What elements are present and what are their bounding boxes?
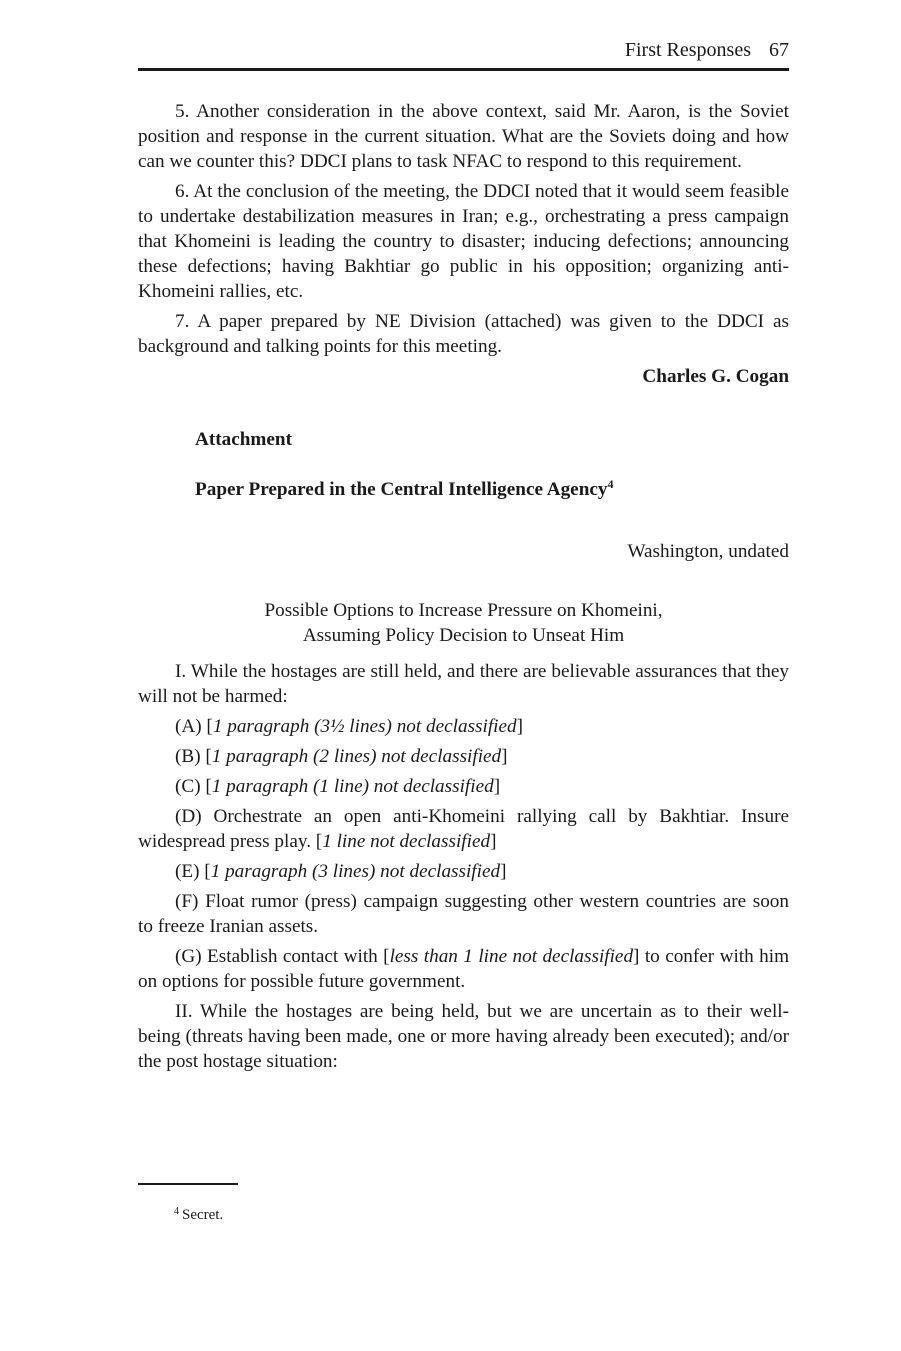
- signature: Charles G. Cogan: [642, 366, 789, 387]
- item-a-label: (A) [: [175, 716, 213, 737]
- footnote: [174, 1205, 223, 1225]
- item-a-redaction: 1 paragraph (3½ lines) not declassified: [212, 716, 517, 737]
- item-g: [138, 944, 789, 994]
- item-d: [138, 804, 789, 854]
- footnote-text: Secret.: [182, 1207, 224, 1223]
- item-b-redaction: 1 paragraph (2 lines) not declassified: [211, 746, 502, 767]
- title-line-1: Possible Options to Increase Pressure on Khomeini,: [264, 600, 663, 621]
- body-text: [138, 99, 789, 1079]
- item-g-after: ] to confer with him on options for possible future government.: [138, 946, 789, 992]
- item-d-text: (D) Orchestrate an open anti-Khomeini rallying call by Bakhtiar. Insure widespread press play. [: [138, 806, 789, 852]
- header-rule: [138, 68, 789, 71]
- paragraph-7: 7. A paper prepared by NE Division (attached) was given to the DDCI as background and talking points for this meeting.: [138, 311, 789, 357]
- footnote-number: 4: [174, 1206, 179, 1217]
- item-g-redaction: less than 1 line not declassified: [389, 946, 634, 967]
- item-a: [138, 714, 789, 739]
- footnote-reference: 4: [607, 477, 614, 491]
- document-title: [138, 598, 789, 648]
- item-d-close: ]: [490, 831, 497, 852]
- paragraph-5: 5. Another consideration in the above context, said Mr. Aaron, is the Soviet position and response in the current situation. What are the Soviets doing and how can we counter this? DDCI plans to task NFAC to respond to this requirement.: [138, 101, 789, 172]
- item-c-label: (C) [: [175, 776, 212, 797]
- item-f: (F) Float rumor (press) campaign suggesting other western countries are soon to freeze Iranian assets.: [138, 891, 789, 937]
- paragraph-6: 6. At the conclusion of the meeting, the DDCI noted that it would seem feasible to undertake destabilization measures in Iran; e.g., orchestrating a press campaign that Khomeini is leading the country to disaster; inducing defections; announcing these defections; having Bakhtiar go public in his opposition; organizing anti-Khomeini rallies, etc.: [138, 181, 789, 302]
- page-number: 67: [769, 39, 789, 61]
- item-a-close: ]: [516, 716, 523, 737]
- item-b-close: ]: [501, 746, 508, 767]
- running-head-title: First Responses: [624, 39, 751, 61]
- item-e-close: ]: [500, 861, 507, 882]
- footnote-rule: [138, 1183, 238, 1185]
- title-line-2: Assuming Policy Decision to Unseat Him: [302, 625, 625, 646]
- paper-heading-text: Paper Prepared in the Central Intelligence Agency: [195, 479, 608, 500]
- item-b: [138, 744, 789, 769]
- attachment-heading: Attachment: [195, 429, 292, 450]
- paper-heading: [138, 477, 789, 502]
- section-one-intro: I. While the hostages are still held, and there are believable assurances that they will not be harmed:: [138, 661, 789, 707]
- running-head: [138, 36, 789, 64]
- section-two-intro: II. While the hostages are being held, but we are uncertain as to their well-being (threats having been made, one or more having already been executed); and/or the post hostage situation:: [138, 1001, 789, 1072]
- item-c-redaction: 1 paragraph (1 line) not declassified: [211, 776, 494, 797]
- dateline: Washington, undated: [627, 541, 789, 562]
- item-c: [138, 774, 789, 799]
- item-g-before: (G) Establish contact with [: [175, 946, 390, 967]
- item-e-label: (E) [: [175, 861, 211, 882]
- item-d-redaction: 1 line not declassified: [322, 831, 491, 852]
- item-e: [138, 859, 789, 884]
- item-c-close: ]: [493, 776, 501, 797]
- item-b-label: (B) [: [175, 746, 212, 767]
- item-e-redaction: 1 paragraph (3 lines) not declassified: [210, 861, 501, 882]
